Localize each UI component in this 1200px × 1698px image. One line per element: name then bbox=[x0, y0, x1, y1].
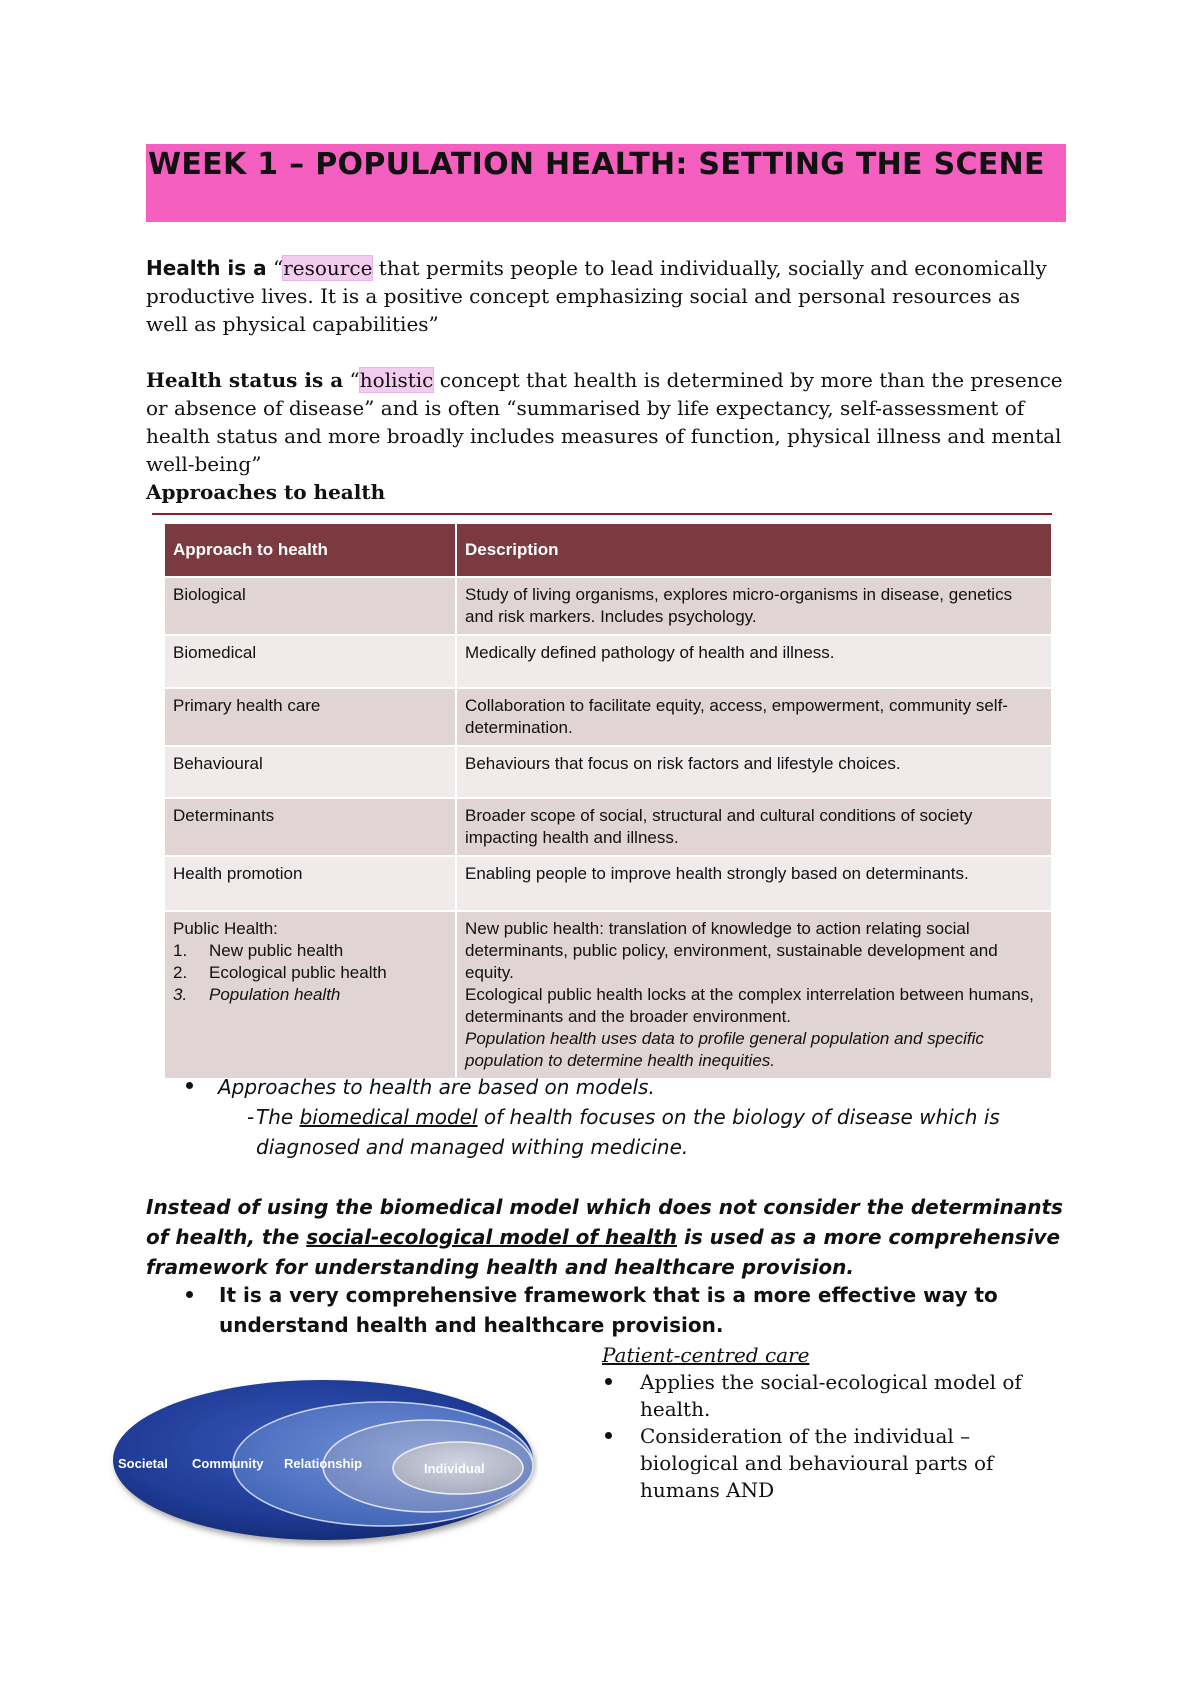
patient-centred-item: Consideration of the individual – biological and behavioural parts of humans AND bbox=[640, 1424, 994, 1502]
label-community: Community bbox=[192, 1456, 264, 1471]
framework-bullet: It is a very comprehensive framework that is a more effective way to understand health and healthcare provision. bbox=[219, 1283, 998, 1337]
table-row bbox=[165, 577, 1052, 635]
label-individual: Individual bbox=[424, 1461, 485, 1476]
label-societal: Societal bbox=[118, 1456, 168, 1471]
social-ecological-term: social-ecological model of health bbox=[306, 1225, 677, 1249]
description-cell: Medically defined pathology of health and illness. bbox=[456, 635, 1052, 688]
table-row bbox=[165, 911, 1052, 1078]
bullet-dot bbox=[186, 1291, 193, 1298]
table-row bbox=[165, 798, 1052, 856]
dash-marker: - bbox=[247, 1105, 255, 1129]
approach-cell: Primary health care bbox=[165, 688, 456, 746]
page-title: WEEK 1 – POPULATION HEALTH: SETTING THE SCENE bbox=[146, 144, 1066, 222]
ecological-public-health-desc: Ecological public health locks at the complex interrelation between humans, determinants and the broader environment. bbox=[465, 985, 1034, 1026]
table-header-row bbox=[165, 524, 1052, 577]
approach-cell: Behavioural bbox=[165, 746, 456, 798]
label-relationship: Relationship bbox=[284, 1456, 363, 1471]
table-row bbox=[165, 688, 1052, 746]
approaches-heading: Approaches to health bbox=[146, 480, 386, 504]
models-bullet: Approaches to health are based on models. bbox=[218, 1075, 655, 1099]
health-definition-lead: Health is a bbox=[146, 256, 267, 280]
social-ecological-paragraph: Instead of using the biomedical model which does not consider the determinants of health, the social-ecological model of health is used as a more comprehensive framework for understanding health and healthcare provision. bbox=[146, 1195, 1063, 1279]
patient-centred-item: Applies the social-ecological model of health. bbox=[640, 1370, 1022, 1421]
heading-divider bbox=[152, 513, 1052, 515]
description-cell: Collaboration to facilitate equity, access, empowerment, community self-determination. bbox=[456, 688, 1052, 746]
description-cell-public-health bbox=[456, 911, 1052, 1078]
highlight-holistic: holistic bbox=[359, 368, 434, 392]
approach-cell: Biomedical bbox=[165, 635, 456, 688]
health-definition-quote: “ bbox=[266, 256, 284, 280]
description-cell: Behaviours that focus on risk factors and lifestyle choices. bbox=[456, 746, 1052, 798]
approach-cell: Health promotion bbox=[165, 856, 456, 911]
social-ecological-diagram bbox=[108, 1368, 538, 1548]
health-status-quote: “ bbox=[343, 368, 360, 392]
description-cell: Study of living organisms, explores micro-organisms in disease, genetics and risk markers. Includes psychology. bbox=[456, 577, 1052, 635]
table-row bbox=[165, 746, 1052, 798]
table-row bbox=[165, 635, 1052, 688]
public-health-label: Public Health: bbox=[173, 919, 278, 938]
biomedical-subpoint: The biomedical model of health focuses on the biology of disease which is diagnosed and managed withing medicine. bbox=[256, 1105, 1000, 1159]
biomedical-model-term: biomedical model bbox=[299, 1105, 478, 1129]
bullet-dot bbox=[605, 1432, 612, 1439]
health-status-lead: Health status is a bbox=[146, 368, 344, 392]
approaches-table bbox=[165, 524, 1053, 1078]
table-row bbox=[165, 856, 1052, 911]
approach-cell: Determinants bbox=[165, 798, 456, 856]
health-definition-text: that permits people to lead individually, socially and economically productive lives. It is a positive concept emphasizing social and personal resources as well as physical capabilities” bbox=[146, 256, 1047, 336]
list-item: 3. Population health bbox=[173, 985, 341, 1004]
highlight-resource: resource bbox=[283, 256, 373, 280]
approach-cell: Biological bbox=[165, 577, 456, 635]
bullet-dot bbox=[605, 1378, 612, 1385]
list-item: 1. New public health bbox=[173, 941, 344, 960]
population-health-desc: Population health uses data to profile general population and specific population to determine health inequities. bbox=[465, 1029, 984, 1070]
patient-centred-heading: Patient-centred care bbox=[602, 1343, 810, 1367]
description-cell: Broader scope of social, structural and cultural conditions of society impacting health and illness. bbox=[456, 798, 1052, 856]
health-status-text: concept that health is determined by more than the presence or absence of disease” and is often “summarised by life expectancy, self-assessment of health status and more broadly includes measures of function, physical illness and mental well-being” bbox=[146, 368, 1063, 476]
health-definition bbox=[146, 254, 1066, 338]
description-cell: Enabling people to improve health strongly based on determinants. bbox=[456, 856, 1052, 911]
public-health-list bbox=[173, 940, 447, 1006]
column-header-approach: Approach to health bbox=[165, 524, 456, 577]
approach-cell-public-health bbox=[165, 911, 456, 1078]
list-item: 2. Ecological public health bbox=[173, 963, 387, 982]
new-public-health-desc: New public health: translation of knowledge to action relating social determinants, public policy, environment, sustainable development and equity. bbox=[465, 919, 998, 982]
bullet-dot bbox=[186, 1082, 193, 1089]
column-header-description: Description bbox=[456, 524, 1052, 577]
health-status-definition bbox=[146, 366, 1066, 478]
